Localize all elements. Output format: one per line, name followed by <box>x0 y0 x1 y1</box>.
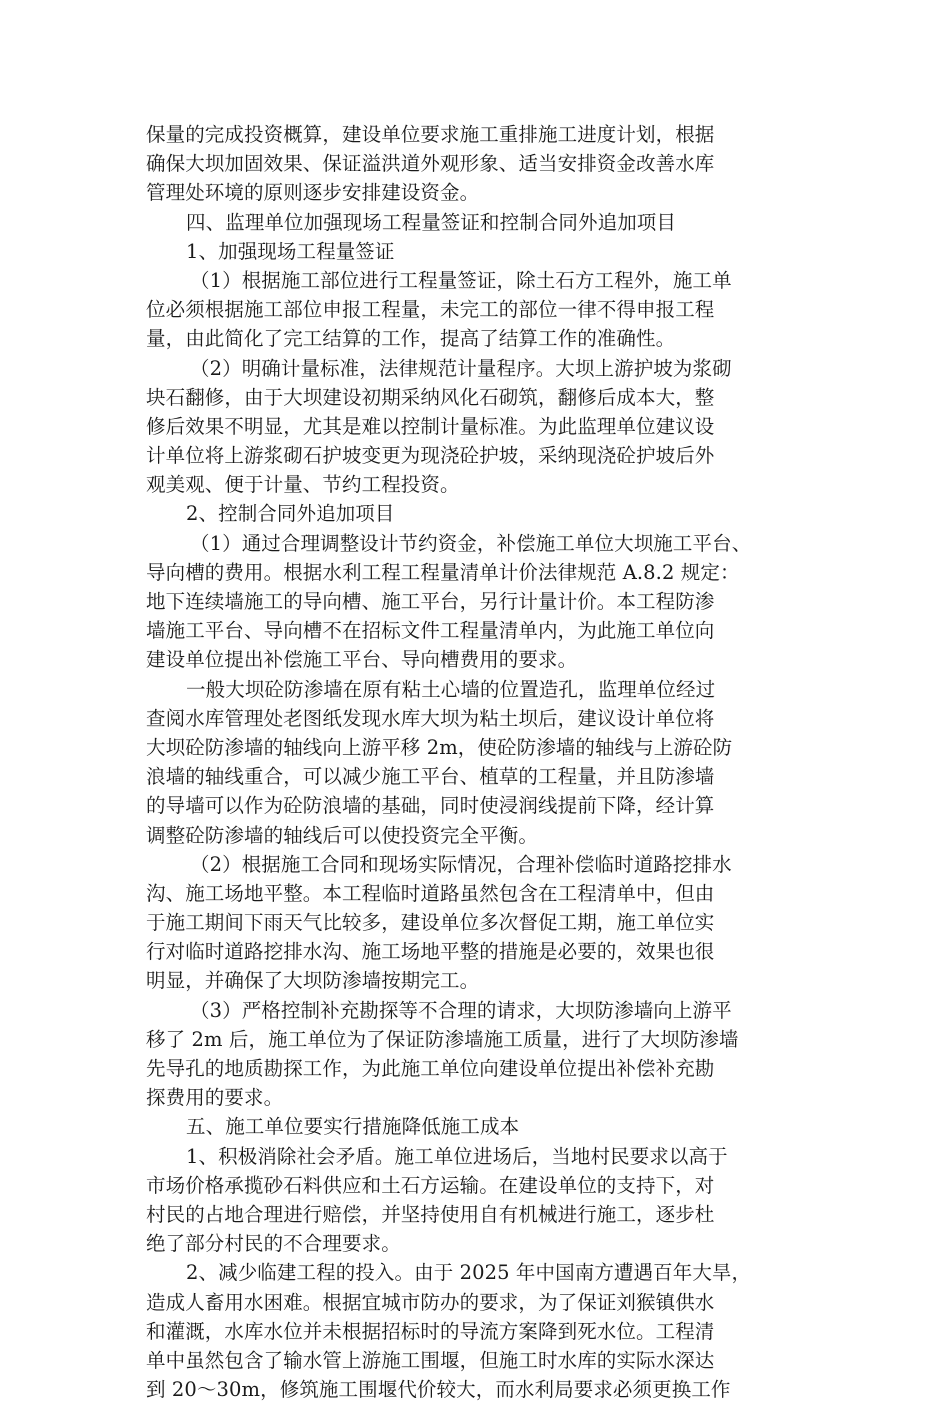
text-line: 于施工期间下雨天气比较多，建设单位多次督促工期，施工单位实 <box>146 911 715 935</box>
text-line: 移了 2m 后，施工单位为了保证防渗墙施工质量，进行了大坝防渗墙 <box>146 1027 739 1051</box>
text-line: 修后效果不明显，尤其是难以控制计量标准。为此监理单位建议设 <box>146 414 715 438</box>
document-body <box>146 120 814 1404</box>
section-heading: 四、监理单位加强现场工程量签证和控制合同外追加项目 <box>186 210 677 234</box>
section-heading: 五、施工单位要实行措施降低施工成本 <box>186 1115 520 1139</box>
text-line: （1）通过合理调整设计节约资金，补偿施工单位大坝施工平台、 <box>190 531 752 555</box>
text-line: 造成人畜用水困难。根据宜城市防办的要求，为了保证刘猴镇供水 <box>146 1290 715 1314</box>
text-line: 村民的占地合理进行赔偿，并坚持使用自有机械进行施工，逐步杜 <box>146 1202 715 1226</box>
text-line: 明显，并确保了大坝防渗墙按期完工。 <box>146 969 480 993</box>
text-line: 地下连续墙施工的导向槽、施工平台，另行计量计价。本工程防渗 <box>146 590 715 613</box>
text-line: 绝了部分村民的不合理要求。 <box>146 1232 401 1256</box>
text-line: 一般大坝砼防渗墙在原有粘土心墙的位置造孔，监理单位经过 <box>186 677 716 701</box>
text-line: 浪墙的轴线重合，可以减少施工平台、植草的工程量，并且防渗墙 <box>146 765 715 789</box>
text-line: 到 20～30m，修筑施工围堰代价较大，而水利局要求必须更换工作 <box>146 1378 731 1402</box>
text-line: 查阅水库管理处老图纸发现水库大坝为粘土坝后，建议设计单位将 <box>146 706 715 730</box>
text-line: 管理处环境的原则逐步安排建设资金。 <box>146 181 480 205</box>
text-line: 确保大坝加固效果、保证溢洪道外观形象、适当安排资金改善水库 <box>146 152 715 176</box>
text-line: 大坝砼防渗墙的轴线向上游平移 2m，使砼防渗墙的轴线与上游砼防 <box>146 735 733 759</box>
text-line: 2、减少临建工程的投入。由于 2025 年中国南方遭遇百年大旱， <box>186 1261 752 1285</box>
text-line: 先导孔的地质勘探工作，为此施工单位向建设单位提出补偿补充勘 <box>146 1057 715 1080</box>
text-line: 导向槽的费用。根据水利工程工程量清单计价法律规范 A.8.2 规定： <box>146 560 740 584</box>
subsection-heading: 2、控制合同外追加项目 <box>186 502 395 526</box>
text-line: 保量的完成投资概算，建设单位要求施工重排施工进度计划，根据 <box>146 123 715 146</box>
text-line: （2）根据施工合同和现场实际情况，合理补偿临时道路挖排水 <box>190 852 732 876</box>
text-line: （2）明确计量标准，法律规范计量程序。大坝上游护坡为浆砌 <box>190 356 732 380</box>
text-line: 沟、施工场地平整。本工程临时道路虽然包含在工程清单中，但由 <box>146 881 715 905</box>
text-line: 行对临时道路挖排水沟、施工场地平整的措施是必要的，效果也很 <box>146 940 715 964</box>
text-line: 1、积极消除社会矛盾。施工单位进场后，当地村民要求以高于 <box>186 1144 728 1168</box>
text-line: 量，由此简化了完工结算的工作，提高了结算工作的准确性。 <box>146 327 676 351</box>
text-line: 和灌溉，水库水位并未根据招标时的导流方案降到死水位。工程清 <box>146 1319 715 1343</box>
text-line: 块石翻修，由于大坝建设初期采纳风化石砌筑，翻修后成本大，整 <box>146 385 715 409</box>
text-line: 市场价格承揽砂石料供应和土石方运输。在建设单位的支持下，对 <box>146 1173 715 1197</box>
text-line: 墙施工平台、导向槽不在招标文件工程量清单内，为此施工单位向 <box>146 619 715 643</box>
text-line: 位必须根据施工部位申报工程量，未完工的部位一律不得申报工程 <box>146 298 715 322</box>
subsection-heading: 1、加强现场工程量签证 <box>186 239 395 263</box>
text-line: 的导墙可以作为砼防浪墙的基础，同时使浸润线提前下降，经计算 <box>146 794 715 818</box>
text-line: 计单位将上游浆砌石护坡变更为现浇砼护坡，采纳现浇砼护坡后外 <box>146 444 715 468</box>
text-line: 调整砼防渗墙的轴线后可以使投资完全平衡。 <box>146 823 539 847</box>
text-line: 建设单位提出补偿施工平台、导向槽费用的要求。 <box>146 648 578 672</box>
text-line: （1）根据施工部位进行工程量签证，除土石方工程外，施工单 <box>190 268 732 292</box>
text-line: 探费用的要求。 <box>146 1086 284 1110</box>
text-line: 观美观、便于计量、节约工程投资。 <box>146 473 460 497</box>
text-line: 单中虽然包含了输水管上游施工围堰，但施工时水库的实际水深达 <box>146 1348 715 1372</box>
text-line: （3）严格控制补充勘探等不合理的请求，大坝防渗墙向上游平 <box>190 998 732 1022</box>
